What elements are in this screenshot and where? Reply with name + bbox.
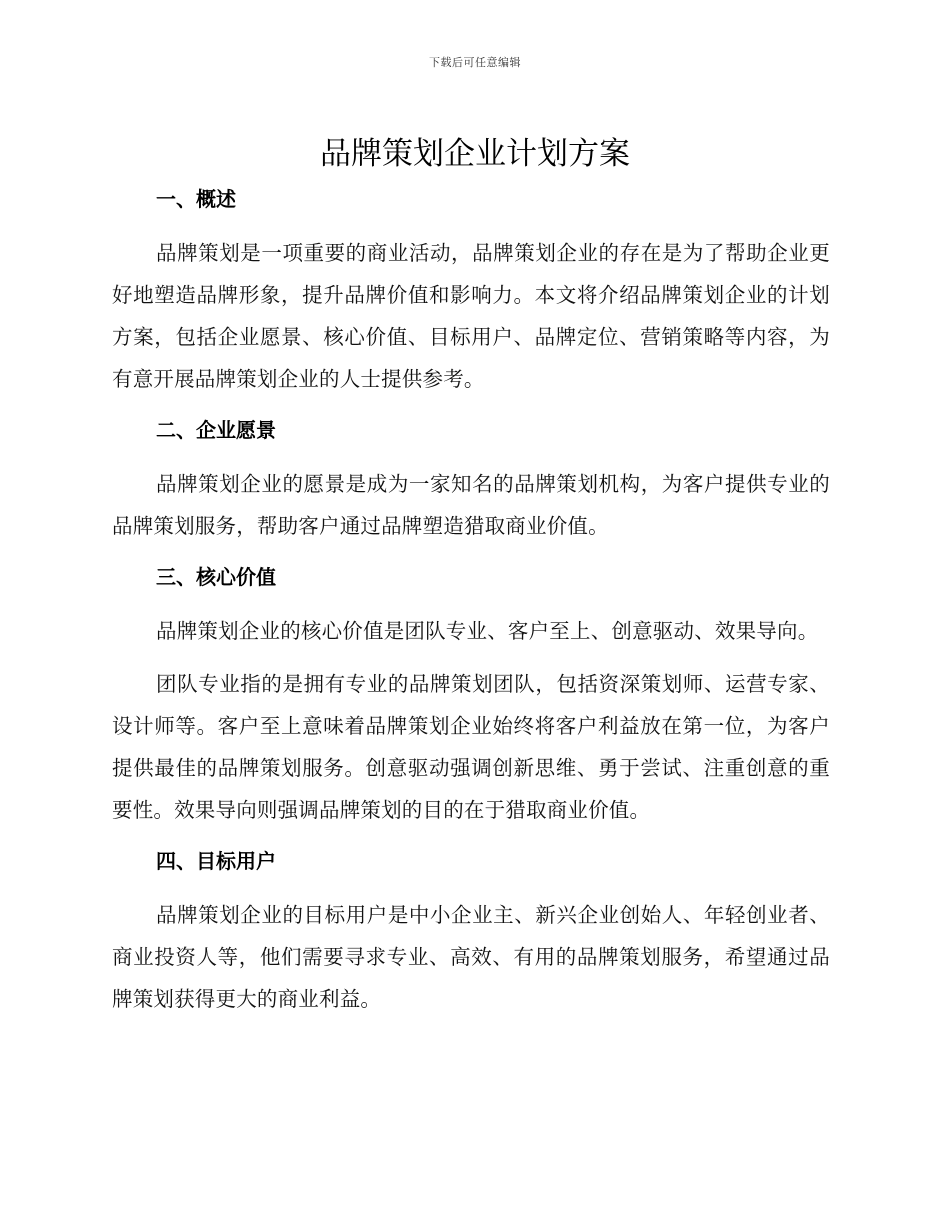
section-heading: 四、目标用户 (156, 849, 276, 873)
section-heading: 二、企业愿景 (156, 418, 276, 442)
paragraph: 品牌策划企业的目标用户是中小企业主、新兴企业创始人、年轻创业者、商业投资人等，他们需要寻求专业、高效、有用的品牌策划服务，希望通过品牌策划获得更大的商业利益。 (112, 903, 830, 1011)
paragraph: 团队专业指的是拥有专业的品牌策划团队，包括资深策划师、运营专家、设计师等。客户至上意味着品牌策划企业始终将客户利益放在第一位，为客户提供最佳的品牌策划服务。创意驱动强调创新思维、勇于尝试、注重创意的重要性。效果导向则强调品牌策划的目的在于猎取商业价值。 (112, 672, 830, 822)
document-body (112, 180, 830, 1020)
paragraph: 品牌策划企业的核心价值是团队专业、客户至上、创意驱动、效果导向。 (156, 619, 819, 643)
paragraph: 品牌策划是一项重要的商业活动，品牌策划企业的存在是为了帮助企业更好地塑造品牌形象，提升品牌价值和影响力。本文将介绍品牌策划企业的计划方案，包括企业愿景、核心价值、目标用户、品牌定位、营销策略等内容，为有意开展品牌策划企业的人士提供参考。 (112, 241, 830, 391)
section-core-values (112, 558, 830, 842)
section-overview (112, 180, 830, 411)
page-header-note: 下载后可任意编辑 (429, 56, 521, 69)
section-heading: 一、概述 (156, 187, 236, 211)
section-target-users (112, 842, 830, 1020)
paragraph: 品牌策划企业的愿景是成为一家知名的品牌策划机构，为客户提供专业的品牌策划服务，帮助客户通过品牌塑造猎取商业价值。 (112, 472, 830, 538)
section-vision (112, 411, 830, 558)
section-heading: 三、核心价值 (156, 565, 276, 589)
document-title: 品牌策划企业计划方案 (320, 136, 630, 172)
